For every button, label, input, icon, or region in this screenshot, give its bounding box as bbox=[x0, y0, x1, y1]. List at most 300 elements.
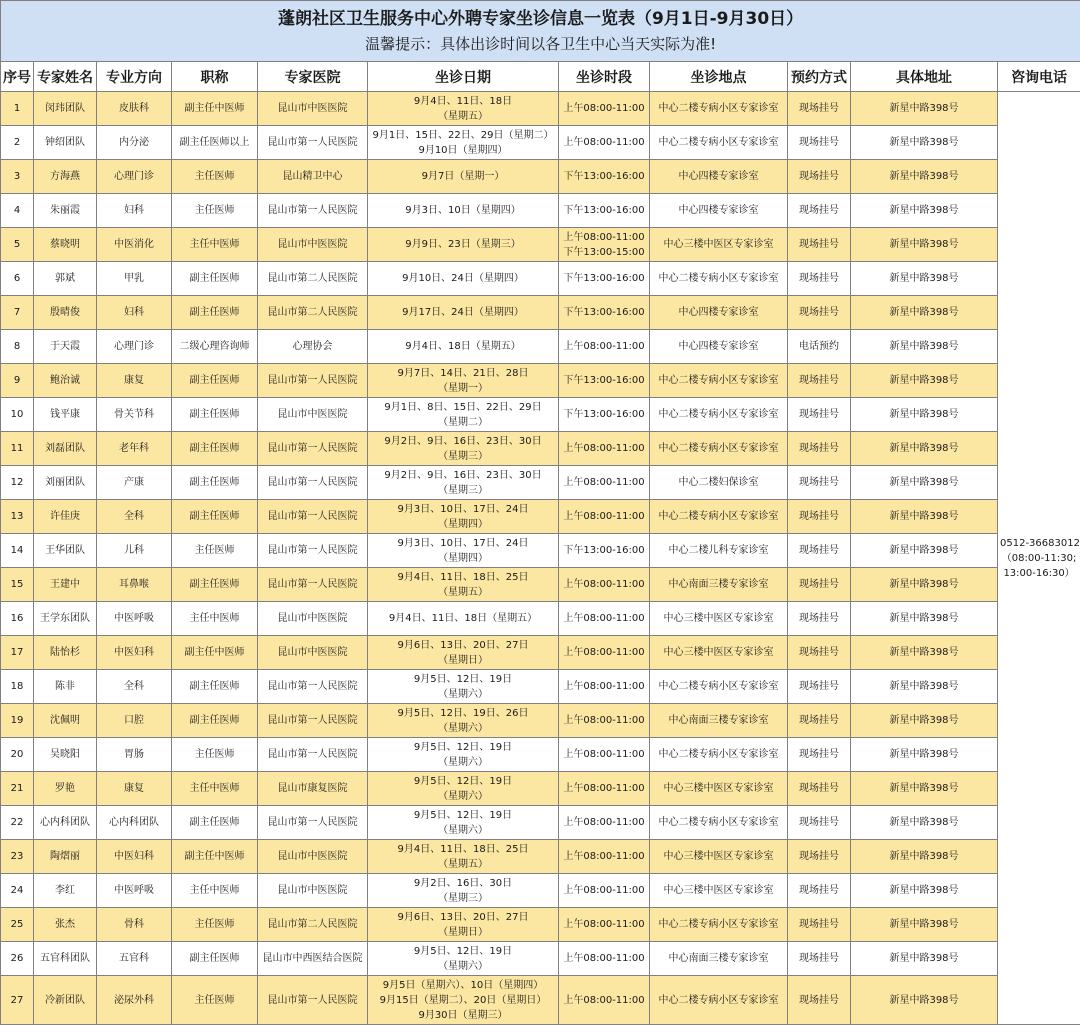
cell-booking: 现场挂号 bbox=[788, 908, 851, 942]
cell-time-line: 下午13:00-16:00 bbox=[563, 409, 645, 420]
cell-no: 25 bbox=[1, 908, 34, 942]
cell-time-line: 上午08:00-11:00 bbox=[563, 579, 645, 590]
cell-dept: 泌尿外科 bbox=[97, 976, 172, 1025]
cell-date-line: 9月3日、10日（星期四） bbox=[405, 205, 521, 216]
cell-place: 中心三楼中医区专家诊室 bbox=[650, 840, 788, 874]
cell-dept: 胃肠 bbox=[97, 738, 172, 772]
cell-date bbox=[368, 296, 559, 330]
cell-place: 中心二楼专病小区专家诊室 bbox=[650, 500, 788, 534]
cell-title: 副主任医师 bbox=[172, 704, 258, 738]
cell-name: 许佳庚 bbox=[34, 500, 97, 534]
cell-dept: 康复 bbox=[97, 364, 172, 398]
cell-title: 主任中医师 bbox=[172, 772, 258, 806]
cell-title: 主任医师 bbox=[172, 976, 258, 1025]
cell-hospital: 昆山市第二人民医院 bbox=[258, 262, 368, 296]
cell-address: 新星中路398号 bbox=[851, 160, 998, 194]
header-row bbox=[1, 62, 1080, 92]
header-phone: 咨询电话 bbox=[998, 62, 1080, 92]
cell-no: 3 bbox=[1, 160, 34, 194]
cell-date-line: （星期六） bbox=[438, 722, 488, 734]
cell-hospital: 昆山精卫中心 bbox=[258, 160, 368, 194]
cell-date bbox=[368, 874, 559, 908]
cell-address: 新星中路398号 bbox=[851, 432, 998, 466]
cell-date-line: （星期二） bbox=[438, 416, 488, 428]
cell-title: 副主任医师 bbox=[172, 942, 258, 976]
cell-no: 27 bbox=[1, 976, 34, 1025]
cell-date-line: 9月5日、12日、19日 bbox=[413, 741, 513, 753]
cell-time bbox=[559, 738, 650, 772]
cell-place: 中心南面三楼专家诊室 bbox=[650, 568, 788, 602]
cell-name: 钱平康 bbox=[34, 398, 97, 432]
table-row bbox=[1, 602, 1080, 636]
cell-time bbox=[559, 432, 650, 466]
cell-place: 中心二楼专病小区专家诊室 bbox=[650, 806, 788, 840]
cell-place: 中心二楼专病小区专家诊室 bbox=[650, 432, 788, 466]
cell-dept: 口腔 bbox=[97, 704, 172, 738]
cell-hospital: 昆山市第一人民医院 bbox=[258, 976, 368, 1025]
cell-date-line: （星期三） bbox=[438, 484, 488, 496]
cell-place: 中心二楼儿科专家诊室 bbox=[650, 534, 788, 568]
cell-address: 新星中路398号 bbox=[851, 602, 998, 636]
cell-time-line: 上午08:00-11:00 bbox=[563, 231, 645, 243]
cell-title: 副主任医师 bbox=[172, 568, 258, 602]
cell-dept: 妇科 bbox=[97, 296, 172, 330]
cell-time bbox=[559, 908, 650, 942]
cell-date-line: （星期一） bbox=[438, 382, 488, 394]
cell-dept: 中医呼吸 bbox=[97, 602, 172, 636]
cell-no: 19 bbox=[1, 704, 34, 738]
cell-date-line: （星期五） bbox=[438, 110, 488, 122]
cell-date-line: 9月30日（星期三） bbox=[418, 1009, 508, 1021]
cell-no: 17 bbox=[1, 636, 34, 670]
cell-no: 2 bbox=[1, 126, 34, 160]
cell-date-line: （星期三） bbox=[438, 450, 488, 462]
cell-address: 新星中路398号 bbox=[851, 806, 998, 840]
cell-address: 新星中路398号 bbox=[851, 942, 998, 976]
cell-date-line: 9月2日、9日、16日、23日、30日 bbox=[384, 469, 542, 481]
cell-address: 新星中路398号 bbox=[851, 976, 998, 1025]
cell-hospital: 昆山市第一人民医院 bbox=[258, 432, 368, 466]
cell-date-line: 9月7日（星期一） bbox=[421, 171, 505, 182]
cell-date-line: 9月4日、18日（星期五） bbox=[405, 341, 521, 352]
cell-name: 朱丽霞 bbox=[34, 194, 97, 228]
cell-time-line: 下午13:00-16:00 bbox=[563, 171, 645, 182]
cell-booking: 现场挂号 bbox=[788, 500, 851, 534]
cell-title: 副主任中医师 bbox=[172, 636, 258, 670]
cell-title: 主任医师 bbox=[172, 908, 258, 942]
cell-time-line: 下午13:00-16:00 bbox=[563, 375, 645, 386]
cell-dept: 康复 bbox=[97, 772, 172, 806]
cell-time bbox=[559, 92, 650, 126]
cell-date-line: （星期六） bbox=[438, 824, 488, 836]
cell-place: 中心二楼专病小区专家诊室 bbox=[650, 738, 788, 772]
cell-time-line: 上午08:00-11:00 bbox=[563, 137, 645, 148]
cell-place: 中心二楼专病小区专家诊室 bbox=[650, 92, 788, 126]
cell-time bbox=[559, 296, 650, 330]
cell-hospital: 昆山市第一人民医院 bbox=[258, 806, 368, 840]
cell-place: 中心四楼专家诊室 bbox=[650, 194, 788, 228]
notice-tip: 温馨提示：具体出诊时间以各卫生中心当天实际为准! bbox=[365, 35, 717, 53]
cell-place: 中心二楼专病小区专家诊室 bbox=[650, 126, 788, 160]
cell-booking: 现场挂号 bbox=[788, 670, 851, 704]
cell-date-line: 9月15日（星期二）、20日（星期日） bbox=[379, 994, 547, 1006]
cell-time-line: 下午13:00-16:00 bbox=[563, 307, 645, 318]
cell-hospital: 昆山市中医医院 bbox=[258, 92, 368, 126]
cell-place: 中心南面三楼专家诊室 bbox=[650, 704, 788, 738]
table-body bbox=[1, 92, 1080, 1025]
cell-date-line: 9月5日（星期六）、10日（星期四） bbox=[382, 979, 544, 991]
cell-title: 副主任医师以上 bbox=[172, 126, 258, 160]
cell-dept: 甲乳 bbox=[97, 262, 172, 296]
cell-date-line: 9月2日、9日、16日、23日、30日 bbox=[384, 435, 542, 447]
cell-address: 新星中路398号 bbox=[851, 228, 998, 262]
cell-date-line: 9月4日、11日、18日（星期五） bbox=[388, 613, 538, 624]
cell-date-line: 9月17日、24日（星期四） bbox=[402, 307, 524, 318]
table-row bbox=[1, 194, 1080, 228]
cell-date-line: 9月10日、24日（星期四） bbox=[402, 273, 524, 284]
cell-date-line: （星期六） bbox=[438, 688, 488, 700]
cell-no: 11 bbox=[1, 432, 34, 466]
cell-name: 于天霞 bbox=[34, 330, 97, 364]
cell-time-line: 上午08:00-11:00 bbox=[563, 613, 645, 624]
cell-time bbox=[559, 262, 650, 296]
table-row bbox=[1, 92, 1080, 126]
cell-time bbox=[559, 806, 650, 840]
cell-hospital: 昆山市第一人民医院 bbox=[258, 194, 368, 228]
cell-time bbox=[559, 602, 650, 636]
table-row bbox=[1, 160, 1080, 194]
cell-date-line: 9月5日、12日、19日、26日 bbox=[397, 707, 529, 719]
table-row bbox=[1, 398, 1080, 432]
cell-address: 新星中路398号 bbox=[851, 738, 998, 772]
cell-time-line: 上午08:00-11:00 bbox=[563, 681, 645, 692]
cell-address: 新星中路398号 bbox=[851, 704, 998, 738]
cell-hospital: 昆山市第二人民医院 bbox=[258, 908, 368, 942]
cell-dept: 儿科 bbox=[97, 534, 172, 568]
cell-time bbox=[559, 840, 650, 874]
cell-date-line: 9月9日、23日（星期三） bbox=[405, 239, 521, 250]
cell-dept: 心理门诊 bbox=[97, 160, 172, 194]
cell-name: 钟绍团队 bbox=[34, 126, 97, 160]
cell-title: 主任医师 bbox=[172, 160, 258, 194]
cell-no: 4 bbox=[1, 194, 34, 228]
cell-date-line: 9月7日、14日、21日、28日 bbox=[397, 367, 529, 379]
table-row bbox=[1, 772, 1080, 806]
cell-booking: 现场挂号 bbox=[788, 126, 851, 160]
cell-time-line: 上午08:00-11:00 bbox=[563, 103, 645, 114]
cell-no: 12 bbox=[1, 466, 34, 500]
cell-time-line: 上午08:00-11:00 bbox=[563, 715, 645, 726]
title-banner bbox=[1, 1, 1080, 62]
cell-time bbox=[559, 568, 650, 602]
cell-hospital: 昆山市中医医院 bbox=[258, 636, 368, 670]
cell-date bbox=[368, 704, 559, 738]
header-hospital: 专家医院 bbox=[258, 62, 368, 92]
consult-phone bbox=[998, 92, 1080, 1025]
cell-title: 副主任医师 bbox=[172, 398, 258, 432]
cell-dept: 心理门诊 bbox=[97, 330, 172, 364]
cell-booking: 现场挂号 bbox=[788, 874, 851, 908]
cell-date-line: （星期四） bbox=[438, 518, 488, 530]
cell-name: 沈佩明 bbox=[34, 704, 97, 738]
cell-date-line: 9月5日、12日、19日 bbox=[413, 809, 513, 821]
cell-time bbox=[559, 874, 650, 908]
header-name: 专家姓名 bbox=[34, 62, 97, 92]
cell-name: 李红 bbox=[34, 874, 97, 908]
cell-title: 副主任医师 bbox=[172, 296, 258, 330]
cell-date bbox=[368, 160, 559, 194]
cell-time bbox=[559, 364, 650, 398]
cell-date bbox=[368, 466, 559, 500]
cell-time-line: 上午08:00-11:00 bbox=[563, 783, 645, 794]
cell-title: 副主任中医师 bbox=[172, 840, 258, 874]
cell-title: 副主任中医师 bbox=[172, 92, 258, 126]
cell-time bbox=[559, 228, 650, 262]
cell-booking: 现场挂号 bbox=[788, 636, 851, 670]
cell-no: 22 bbox=[1, 806, 34, 840]
table-row bbox=[1, 364, 1080, 398]
cell-address: 新星中路398号 bbox=[851, 398, 998, 432]
header-title: 职称 bbox=[172, 62, 258, 92]
cell-time bbox=[559, 942, 650, 976]
cell-title: 主任中医师 bbox=[172, 874, 258, 908]
cell-no: 6 bbox=[1, 262, 34, 296]
cell-place: 中心三楼中医区专家诊室 bbox=[650, 636, 788, 670]
cell-hospital: 昆山市第一人民医院 bbox=[258, 670, 368, 704]
cell-booking: 现场挂号 bbox=[788, 806, 851, 840]
table-row bbox=[1, 976, 1080, 1025]
cell-no: 5 bbox=[1, 228, 34, 262]
cell-date-line: （星期三） bbox=[438, 892, 488, 904]
table-row bbox=[1, 738, 1080, 772]
cell-name: 王建中 bbox=[34, 568, 97, 602]
cell-place: 中心三楼中医区专家诊室 bbox=[650, 874, 788, 908]
cell-booking: 现场挂号 bbox=[788, 398, 851, 432]
cell-dept: 内分泌 bbox=[97, 126, 172, 160]
cell-date-line: 9月5日、12日、19日 bbox=[413, 775, 513, 787]
cell-date bbox=[368, 976, 559, 1025]
cell-name: 刘磊团队 bbox=[34, 432, 97, 466]
cell-booking: 现场挂号 bbox=[788, 228, 851, 262]
cell-booking: 现场挂号 bbox=[788, 942, 851, 976]
cell-no: 14 bbox=[1, 534, 34, 568]
cell-date bbox=[368, 636, 559, 670]
cell-dept: 中医妇科 bbox=[97, 840, 172, 874]
cell-title: 主任中医师 bbox=[172, 228, 258, 262]
cell-name: 方海燕 bbox=[34, 160, 97, 194]
cell-time-line: 上午08:00-11:00 bbox=[563, 885, 645, 896]
cell-time-line: 上午08:00-11:00 bbox=[563, 647, 645, 658]
table-row bbox=[1, 296, 1080, 330]
cell-no: 24 bbox=[1, 874, 34, 908]
table-row bbox=[1, 228, 1080, 262]
cell-date-line: （星期六） bbox=[438, 756, 488, 768]
cell-date-line: （星期日） bbox=[438, 654, 488, 666]
cell-hospital: 昆山市中医医院 bbox=[258, 602, 368, 636]
cell-date bbox=[368, 228, 559, 262]
cell-time-line: 上午08:00-11:00 bbox=[563, 919, 645, 930]
cell-date-line: 9月4日、11日、18日 bbox=[413, 95, 513, 107]
cell-time bbox=[559, 772, 650, 806]
cell-booking: 现场挂号 bbox=[788, 602, 851, 636]
cell-hospital: 心理协会 bbox=[258, 330, 368, 364]
cell-place: 中心二楼专病小区专家诊室 bbox=[650, 670, 788, 704]
cell-time bbox=[559, 670, 650, 704]
table-row bbox=[1, 126, 1080, 160]
cell-address: 新星中路398号 bbox=[851, 466, 998, 500]
cell-no: 26 bbox=[1, 942, 34, 976]
cell-name: 蔡晓明 bbox=[34, 228, 97, 262]
cell-time-line: 下午13:00-16:00 bbox=[563, 545, 645, 556]
table-row bbox=[1, 806, 1080, 840]
cell-date-line: （星期六） bbox=[438, 790, 488, 802]
cell-dept: 心内科团队 bbox=[97, 806, 172, 840]
cell-date bbox=[368, 670, 559, 704]
cell-no: 13 bbox=[1, 500, 34, 534]
cell-time bbox=[559, 636, 650, 670]
cell-name: 殷晴俊 bbox=[34, 296, 97, 330]
cell-place: 中心三楼中医区专家诊室 bbox=[650, 228, 788, 262]
table-row bbox=[1, 500, 1080, 534]
cell-no: 16 bbox=[1, 602, 34, 636]
cell-title: 副主任医师 bbox=[172, 500, 258, 534]
cell-no: 21 bbox=[1, 772, 34, 806]
cell-hospital: 昆山市第一人民医院 bbox=[258, 500, 368, 534]
cell-time-line: 上午08:00-11:00 bbox=[563, 817, 645, 828]
cell-date bbox=[368, 738, 559, 772]
cell-date bbox=[368, 194, 559, 228]
table-row bbox=[1, 874, 1080, 908]
cell-booking: 现场挂号 bbox=[788, 194, 851, 228]
cell-hospital: 昆山市康复医院 bbox=[258, 772, 368, 806]
cell-date bbox=[368, 500, 559, 534]
cell-place: 中心四楼专家诊室 bbox=[650, 330, 788, 364]
cell-no: 20 bbox=[1, 738, 34, 772]
cell-date-line: 9月1日、15日、22日、29日（星期二） bbox=[372, 129, 554, 141]
cell-dept: 骨关节科 bbox=[97, 398, 172, 432]
cell-date bbox=[368, 942, 559, 976]
cell-booking: 现场挂号 bbox=[788, 840, 851, 874]
cell-address: 新星中路398号 bbox=[851, 670, 998, 704]
cell-place: 中心二楼专病小区专家诊室 bbox=[650, 976, 788, 1025]
cell-time bbox=[559, 976, 650, 1025]
table-row bbox=[1, 942, 1080, 976]
cell-place: 中心四楼专家诊室 bbox=[650, 296, 788, 330]
cell-place: 中心南面三楼专家诊室 bbox=[650, 942, 788, 976]
cell-date bbox=[368, 262, 559, 296]
cell-booking: 电话预约 bbox=[788, 330, 851, 364]
cell-date bbox=[368, 602, 559, 636]
cell-date-line: （星期六） bbox=[438, 960, 488, 972]
cell-dept: 老年科 bbox=[97, 432, 172, 466]
cell-date bbox=[368, 568, 559, 602]
cell-name: 五官科团队 bbox=[34, 942, 97, 976]
cell-dept: 耳鼻喉 bbox=[97, 568, 172, 602]
cell-address: 新星中路398号 bbox=[851, 126, 998, 160]
cell-name: 心内科团队 bbox=[34, 806, 97, 840]
cell-hospital: 昆山市第一人民医院 bbox=[258, 704, 368, 738]
cell-date bbox=[368, 126, 559, 160]
cell-place: 中心三楼中医区专家诊室 bbox=[650, 772, 788, 806]
cell-dept: 全科 bbox=[97, 670, 172, 704]
cell-name: 闵玮团队 bbox=[34, 92, 97, 126]
cell-no: 18 bbox=[1, 670, 34, 704]
cell-place: 中心二楼专病小区专家诊室 bbox=[650, 398, 788, 432]
cell-date bbox=[368, 806, 559, 840]
cell-time bbox=[559, 466, 650, 500]
header-date: 坐诊日期 bbox=[368, 62, 559, 92]
cell-booking: 现场挂号 bbox=[788, 432, 851, 466]
cell-name: 吴晓阳 bbox=[34, 738, 97, 772]
cell-date-line: 9月3日、10日、17日、24日 bbox=[397, 537, 529, 549]
cell-hospital: 昆山市中西医结合医院 bbox=[258, 942, 368, 976]
cell-dept: 中医呼吸 bbox=[97, 874, 172, 908]
table-row bbox=[1, 466, 1080, 500]
header-time: 坐诊时段 bbox=[559, 62, 650, 92]
cell-time-line: 上午08:00-11:00 bbox=[563, 749, 645, 760]
cell-title: 副主任医师 bbox=[172, 364, 258, 398]
cell-time-line: 上午08:00-11:00 bbox=[563, 511, 645, 522]
cell-date-line: （星期五） bbox=[438, 586, 488, 598]
cell-name: 陶熠丽 bbox=[34, 840, 97, 874]
cell-time-line: 下午13:00-16:00 bbox=[563, 205, 645, 216]
cell-hospital: 昆山市中医医院 bbox=[258, 874, 368, 908]
header-booking: 预约方式 bbox=[788, 62, 851, 92]
cell-dept: 骨科 bbox=[97, 908, 172, 942]
cell-booking: 现场挂号 bbox=[788, 772, 851, 806]
cell-date bbox=[368, 92, 559, 126]
table-row bbox=[1, 908, 1080, 942]
cell-time bbox=[559, 534, 650, 568]
cell-time-line: 下午13:00-15:00 bbox=[563, 246, 645, 258]
cell-title: 主任医师 bbox=[172, 738, 258, 772]
cell-date bbox=[368, 840, 559, 874]
phone-hours1: （08:00-11:30; bbox=[1001, 552, 1077, 564]
cell-dept: 中医妇科 bbox=[97, 636, 172, 670]
cell-place: 中心二楼妇保诊室 bbox=[650, 466, 788, 500]
header-dept: 专业方向 bbox=[97, 62, 172, 92]
cell-time bbox=[559, 398, 650, 432]
table-row bbox=[1, 670, 1080, 704]
cell-address: 新星中路398号 bbox=[851, 908, 998, 942]
table-row bbox=[1, 534, 1080, 568]
cell-address: 新星中路398号 bbox=[851, 772, 998, 806]
cell-name: 郭斌 bbox=[34, 262, 97, 296]
cell-booking: 现场挂号 bbox=[788, 466, 851, 500]
cell-no: 15 bbox=[1, 568, 34, 602]
cell-date bbox=[368, 330, 559, 364]
cell-time-line: 下午13:00-16:00 bbox=[563, 273, 645, 284]
cell-dept: 妇科 bbox=[97, 194, 172, 228]
cell-title: 副主任医师 bbox=[172, 670, 258, 704]
cell-date-line: （星期五） bbox=[438, 858, 488, 870]
cell-place: 中心三楼中医区专家诊室 bbox=[650, 602, 788, 636]
cell-title: 主任医师 bbox=[172, 534, 258, 568]
cell-date-line: 9月5日、12日、19日 bbox=[413, 945, 513, 957]
cell-title: 二级心理咨询师 bbox=[172, 330, 258, 364]
table-row bbox=[1, 636, 1080, 670]
header-no: 序号 bbox=[1, 62, 34, 92]
cell-date-line: 9月3日、10日、17日、24日 bbox=[397, 503, 529, 515]
cell-booking: 现场挂号 bbox=[788, 296, 851, 330]
cell-address: 新星中路398号 bbox=[851, 874, 998, 908]
cell-address: 新星中路398号 bbox=[851, 262, 998, 296]
cell-address: 新星中路398号 bbox=[851, 364, 998, 398]
cell-name: 罗艳 bbox=[34, 772, 97, 806]
table-row bbox=[1, 330, 1080, 364]
cell-time bbox=[559, 126, 650, 160]
cell-time bbox=[559, 330, 650, 364]
